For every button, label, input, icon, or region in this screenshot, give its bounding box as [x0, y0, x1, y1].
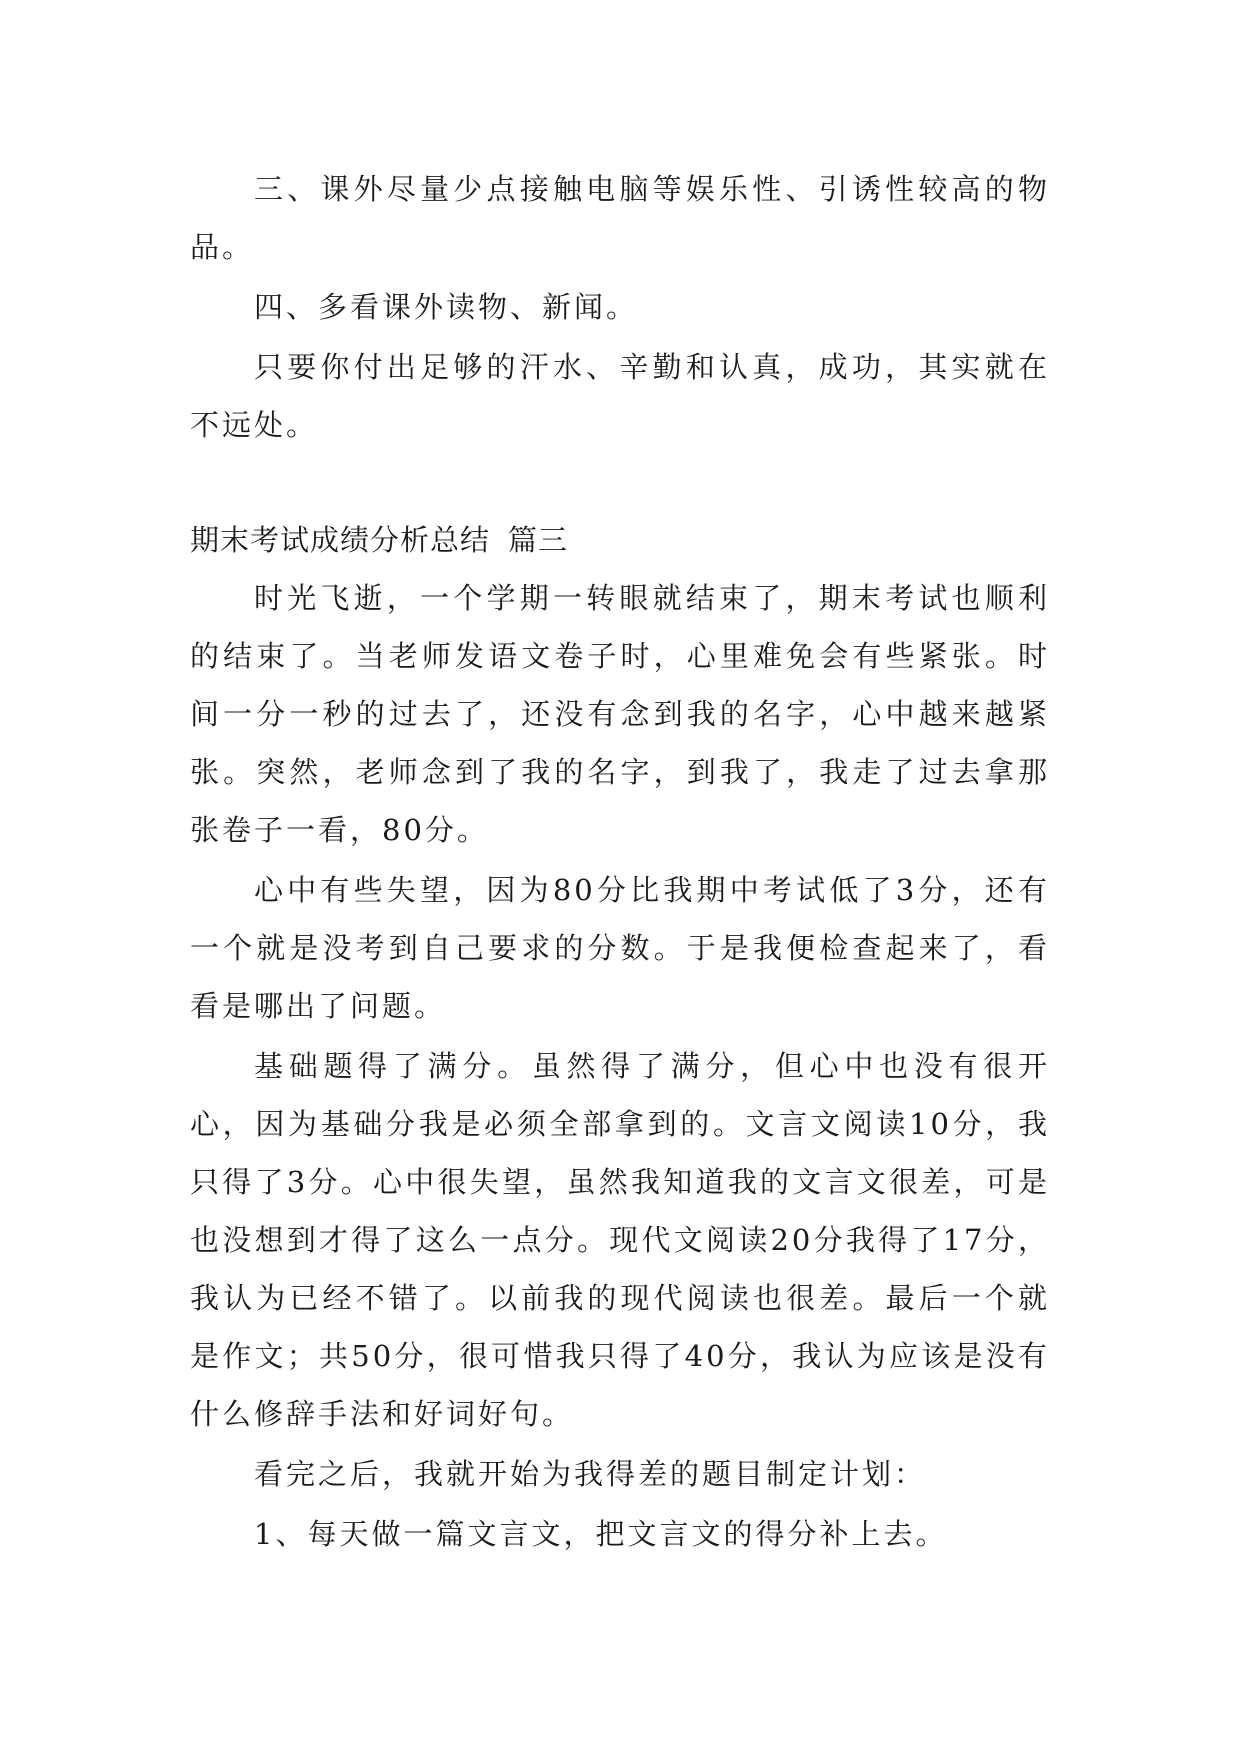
section-heading: [190, 511, 1050, 569]
paragraph-read-more: 四、多看课外读物、新闻。: [254, 290, 639, 324]
paragraph-score-analysis: 基础题得了满分。虽然得了满分，但心中也没有很开心，因为基础分我是必须全部拿到的。文言文阅读10分，我只得了3分。心中很失望，虽然我知道我的文言文很差，可是也没想到才得了这么一点分。现代文阅读20分我得了17分，我认为已经不错了。以前我的现代阅读也很差。最后一个就是作文；共50分，很可惜我只得了40分，我认为应该是没有什么修辞手法和好词好句。: [190, 1049, 1050, 1431]
paragraph-success-closing: 只要你付出足够的汗水、辛勤和认真，成功，其实就在不远处。: [190, 350, 1050, 442]
paragraph-disappointment: 心中有些失望，因为80分比我期中考试低了3分，还有一个就是没考到自己要求的分数。于是我便检查起来了，看看是哪出了问题。: [190, 873, 1050, 1023]
section-subtitle: 篇三: [508, 523, 569, 557]
paragraph-plan-intro: 看完之后，我就开始为我得差的题目制定计划：: [254, 1457, 927, 1491]
document-body: [190, 160, 1050, 1563]
paragraph-plan-item-1: 1、每天做一篇文言文，把文言文的得分补上去。: [254, 1517, 948, 1551]
section-title: 期末考试成绩分析总结: [190, 523, 491, 557]
paragraph-limit-entertainment: 三、课外尽量少点接触电脑等娱乐性、引诱性较高的物品。: [190, 172, 1050, 264]
paragraph-exam-result: 时光飞逝，一个学期一转眼就结束了，期末考试也顺利的结束了。当老师发语文卷子时，心里难免会有些紧张。时间一分一秒的过去了，还没有念到我的名字，心中越来越紧张。突然，老师念到了我的名字，到我了，我走了过去拿那张卷子一看，80分。: [190, 581, 1050, 847]
